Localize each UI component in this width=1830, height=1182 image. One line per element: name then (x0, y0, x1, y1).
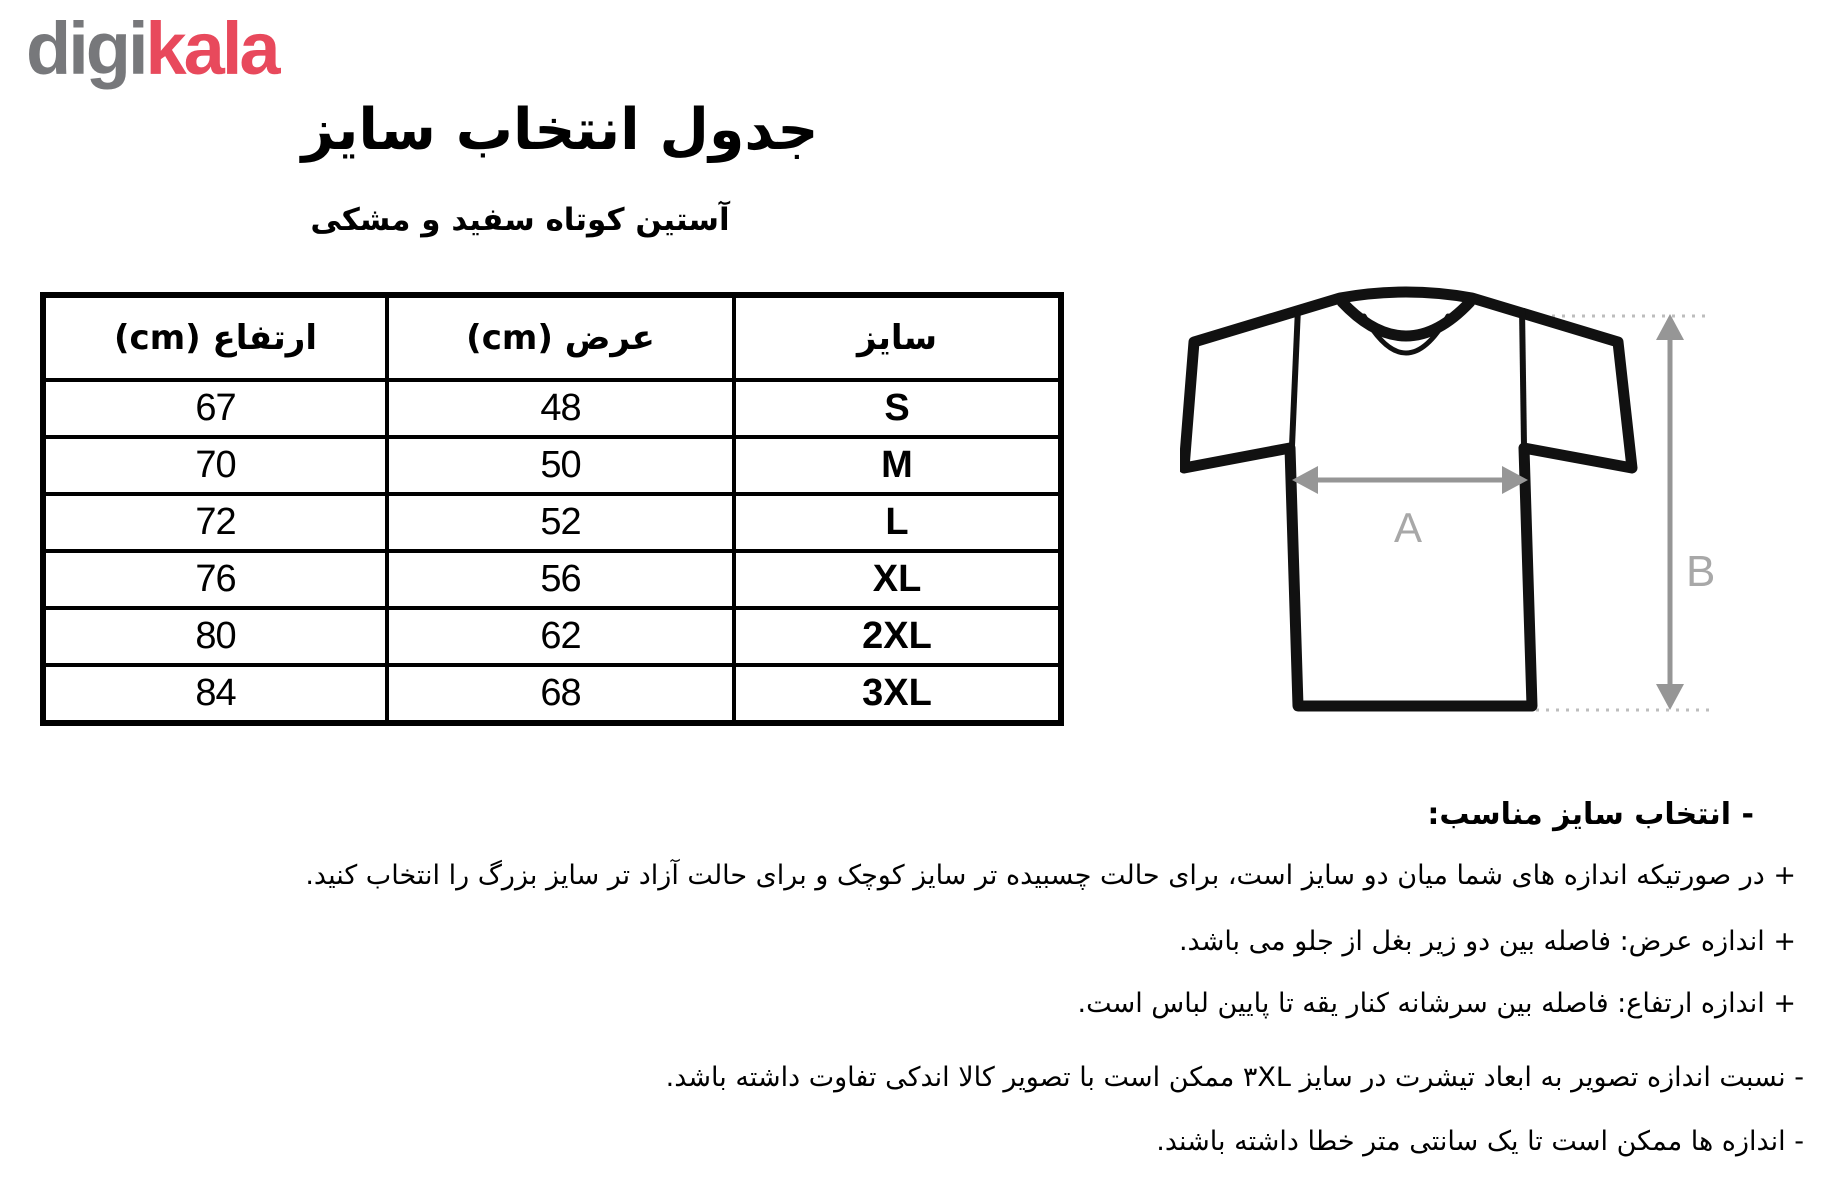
column-header-size: سایز (734, 295, 1061, 380)
note-bullet-between-sizes: + در صورتیکه اندازه های شما میان دو سایز است، برای حالت چسبیده تر سایز کوچک و برای حالت آزاد تر سایز بزرگ را انتخاب کنید. (305, 860, 1796, 891)
page-subtitle: آستین کوتاه سفید و مشکی (310, 202, 730, 238)
logo-kala-text: kala (145, 7, 278, 90)
height-value: 72 (43, 494, 387, 551)
width-value: 48 (387, 380, 734, 437)
size-value: 2XL (734, 608, 1061, 665)
size-value: S (734, 380, 1061, 437)
size-table (40, 292, 1064, 726)
table-row (43, 494, 1061, 551)
height-value: 67 (43, 380, 387, 437)
table-row (43, 608, 1061, 665)
column-header-height: ارتفاع (cm) (43, 295, 387, 380)
notes-heading: - انتخاب سایز مناسب: (1427, 797, 1754, 832)
size-value: XL (734, 551, 1061, 608)
height-label: B (1686, 547, 1716, 596)
column-header-width: عرض (cm) (387, 295, 734, 380)
width-value: 50 (387, 437, 734, 494)
size-value: M (734, 437, 1061, 494)
height-value: 80 (43, 608, 387, 665)
tshirt-diagram (1180, 278, 1820, 738)
page-title: جدول انتخاب سایز (301, 97, 819, 163)
footnote-image-ratio: - نسبت اندازه تصویر به ابعاد تیشرت در سایز ⁦۳XL⁩ ممکن است با تصویر کالا اندکی تفاوت داشته باشد. (665, 1062, 1804, 1093)
note-bullet-height-measure: + اندازه ارتفاع: فاصله بین سرشانه کنار یقه تا پایین لباس است. (1077, 988, 1796, 1019)
height-arrow (1656, 314, 1684, 710)
table-row (43, 551, 1061, 608)
table-row (43, 437, 1061, 494)
height-value: 76 (43, 551, 387, 608)
width-label: A (1394, 504, 1423, 551)
digikala-logo (26, 7, 278, 90)
width-value: 56 (387, 551, 734, 608)
width-value: 52 (387, 494, 734, 551)
size-value: L (734, 494, 1061, 551)
right-seam-line (1522, 308, 1524, 446)
table-header-row (43, 295, 1061, 380)
size-value: 3XL (734, 665, 1061, 723)
table-row (43, 665, 1061, 723)
table-row (43, 380, 1061, 437)
height-value: 70 (43, 437, 387, 494)
note-bullet-width-measure: + اندازه عرض: فاصله بین دو زیر بغل از جلو می باشد. (1178, 926, 1796, 957)
logo-digi-text: digi (26, 7, 146, 90)
width-value: 62 (387, 608, 734, 665)
footnote-tolerance: - اندازه ها ممکن است تا یک سانتی متر خطا داشته باشند. (1156, 1126, 1804, 1157)
height-value: 84 (43, 665, 387, 723)
width-value: 68 (387, 665, 734, 723)
